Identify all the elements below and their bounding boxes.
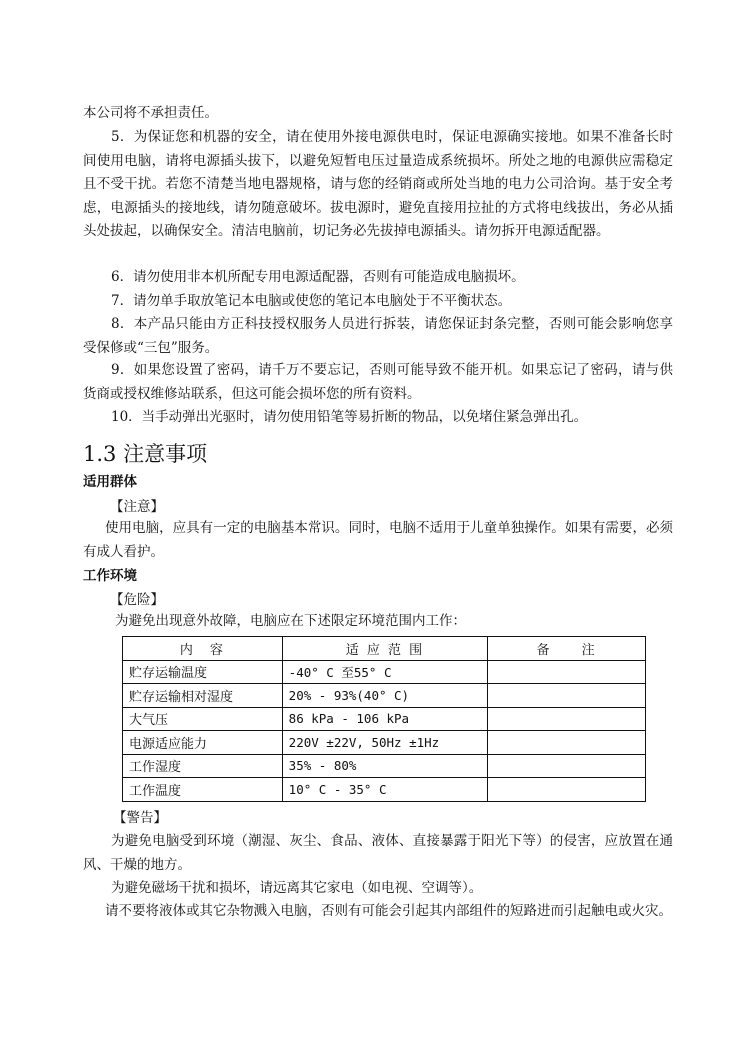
paragraph-item-5: 5．为保证您和机器的安全，请在使用外接电源供电时，保证电源确实接地。如果不准备长时间使用电脑，请将电源插头拔下，以避免短暂电压过量造成系统损坏。所处之地的电源供应需稳定且不受干扰。若您不清楚当地电器规格，请与您的经销商或所处当地的电力公司洽询。基于安全考虑，电源插头的接地线，请勿随意破坏。拔电源时，避免直接用拉扯的方式将电线拔出，务必从插头处拔起，以确保安全。清洁电脑前，切记务必先拔掉电源插头。请勿拆开电源适配器。 [83,129,673,239]
table-header-range: 适 应 范 围 [282,637,488,661]
heading-work-environment: 工作环境 [83,568,137,584]
table-row [123,754,646,778]
environment-spec-table [122,636,646,802]
environment-intro: 为避免出现意外故障，电脑应在下述限定环境范围内工作： [115,613,466,629]
table-cell-remarks [488,754,646,778]
table-row [123,684,646,708]
paragraph-item-7: 7．请勿单手取放笔记本电脑或使您的笔记本电脑处于不平衡状态。 [111,293,512,309]
table-cell-range: 10° C - 35° C [282,778,488,802]
table-cell-item: 工作湿度 [123,754,283,778]
warning-paragraph-liquid: 请不要将液体或其它杂物溅入电脑，否则有可能会引起其内部组件的短路进而引起触电或火灾。 [105,903,672,919]
table-cell-range: 220V ±22V, 50Hz ±1Hz [282,731,488,755]
table-header-remarks: 备 注 [488,637,646,661]
heading-target-group: 适用群体 [83,474,137,490]
table-cell-remarks [488,707,646,731]
paragraph-continuation: 本公司将不承担责任。 [83,105,218,121]
danger-tag: 【危险】 [110,592,164,608]
table-header-row [123,637,646,661]
table-cell-item: 工作温度 [123,778,283,802]
table-cell-remarks [488,684,646,708]
table-cell-remarks [488,660,646,684]
table-cell-range: 35% - 80% [282,754,488,778]
table-row [123,707,646,731]
table-cell-remarks [488,778,646,802]
table-cell-remarks [488,731,646,755]
warning-paragraph-environment: 为避免电脑受到环境（潮湿、灰尘、食品、液体、直接暴露于阳光下等）的侵害，应放置在通风、干燥的地方。 [83,833,673,873]
paragraph-item-9: 9．如果您设置了密码，请千万不要忘记，否则可能导致不能开机。如果忘记了密码，请与供货商或授权维修站联系，但这可能会损坏您的所有资料。 [83,362,673,402]
paragraph-item-10: 10．当手动弹出光驱时，请勿使用铅笔等易折断的物品，以免堵住紧急弹出孔。 [111,409,588,425]
section-title: 1.3 注意事项 [83,442,208,466]
table-row [123,731,646,755]
table-cell-range: 86 kPa - 106 kPa [282,707,488,731]
table-row [123,778,646,802]
warning-tag: 【警告】 [113,810,167,826]
table-cell-range: -40° C 至55° C [282,660,488,684]
paragraph-item-6: 6．请勿使用非本机所配专用电源适配器，否则有可能造成电脑损坏。 [111,269,525,285]
table-cell-item: 大气压 [123,707,283,731]
table-cell-item: 贮存运输相对湿度 [123,684,283,708]
table-row [123,660,646,684]
table-cell-item: 电源适应能力 [123,731,283,755]
table-header-content: 内 容 [123,637,283,661]
table-cell-item: 贮存运输温度 [123,660,283,684]
notice-tag: 【注意】 [110,499,164,515]
paragraph-item-8: 8．本产品只能由方正科技授权服务人员进行拆装，请您保证封条完整，否则可能会影响您享受保修或“三包”服务。 [83,316,673,356]
table-cell-range: 20% - 93%(40° C) [282,684,488,708]
warning-paragraph-magnetic: 为避免磁场干扰和损坏，请远离其它家电（如电视、空调等）。 [111,880,483,896]
paragraph-target-group: 使用电脑，应具有一定的电脑基本常识。同时，电脑不适用于儿童单独操作。如果有需要，必须有成人看护。 [83,520,673,560]
